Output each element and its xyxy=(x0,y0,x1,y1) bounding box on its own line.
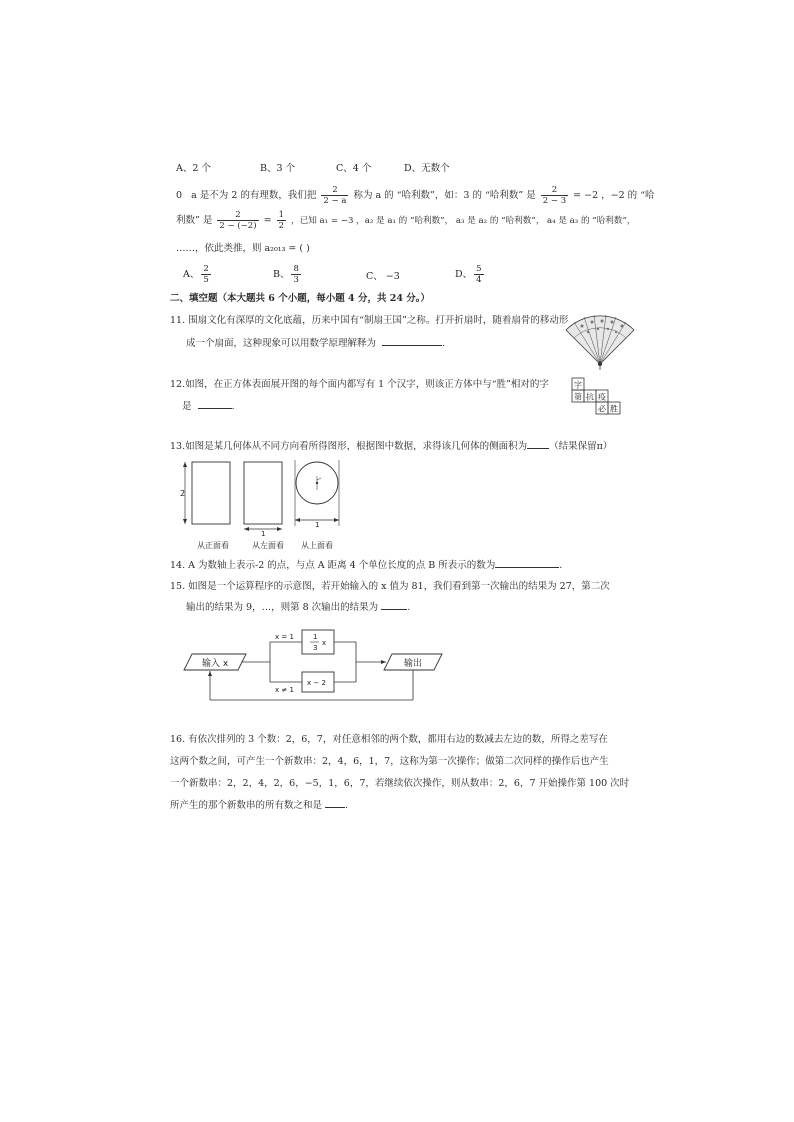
folding-fan-icon xyxy=(562,314,638,370)
q16-line4: 所产生的那个新数串的所有数之和是 . xyxy=(170,800,349,811)
q9-option-c: C、4 个 xyxy=(336,163,372,174)
q13-answer-blank[interactable] xyxy=(527,448,549,449)
q12-line1: 12.如图，在正方体表面展开图的每个面内都写有 1 个汉字，则该正方体中与“胜”相对的字 xyxy=(170,379,549,390)
q15-answer-blank[interactable] xyxy=(381,609,407,610)
q10-option-a: A、 $\frac{2}{5}$ xyxy=(183,264,209,285)
q10-number: 0 xyxy=(176,190,183,201)
cube-net-diagram xyxy=(570,376,642,416)
q10-frac4: $\frac{1}{2}$ xyxy=(278,210,284,231)
q9-option-b: B、3 个 xyxy=(260,163,296,174)
q11-line1: 11. 围扇文化有深厚的文化底蕴，历来中国有“制扇王国”之称。打开折扇时，随着扇骨的移动形 xyxy=(170,315,569,326)
q10-line2 xyxy=(176,210,635,231)
q10-frac1: $\frac{2}{2 - a}$ xyxy=(323,185,347,206)
q13-line1: 13.如图是某几何体从不同方向看所得图形，根据图中数据，求得该几何体的侧面积为 （结果保留π） xyxy=(170,441,613,452)
q16-answer-blank[interactable] xyxy=(325,807,345,808)
net-char-6: 胜 xyxy=(610,404,618,414)
net-char-1: 字 xyxy=(574,380,582,390)
caption-left: 从左面看 xyxy=(252,541,284,550)
q9-option-a: A、2 个 xyxy=(176,163,211,174)
net-char-2: 第 xyxy=(574,392,582,402)
net-char-5: 必 xyxy=(598,404,606,414)
front-view-rect xyxy=(192,462,230,524)
q16-line2: 这两个数之间，可产生一个新数串：2，4，6，1，7，这称为第一次操作；做第二次同样的操作后也产生 xyxy=(170,756,609,767)
q10-option-d: D、 $\frac{5}{4}$ xyxy=(455,264,482,285)
dim-height-label: 2 xyxy=(180,489,186,498)
q9-option-d: D、无数个 xyxy=(404,163,450,174)
q16-line3: 一个新数串：2，2，4，2，6，−5，1，6，7，若继续依次操作，则从数串：2，6，7 开始操作第 100 次时 xyxy=(170,778,630,789)
dim-width1-label: 1 xyxy=(261,530,266,538)
op-bottom-label: x − 2 xyxy=(307,679,326,687)
q14-line: 14. A 为数轴上表示-2 的点，与点 A 距离 4 个单位长度的点 B 所表示的数为 . xyxy=(170,560,563,571)
cond-bottom-label: x ≠ 1 xyxy=(275,686,294,694)
net-char-4: 疫 xyxy=(598,392,606,402)
q10-text2c: ，已知 a₁ = −3 ，a₂ 是 a₁ 的 “哈利数”， a₃ 是 a₂ 的 “哈利数”， a₄ 是 a₃ 的 “哈利数”， xyxy=(291,216,636,226)
q14-answer-blank[interactable] xyxy=(495,567,559,568)
q15-line2: 输出的结果为 9，…，则第 8 次输出的结果为 . xyxy=(186,602,411,613)
output-label: 输出 xyxy=(404,659,423,669)
q12-line2: 是 . xyxy=(182,401,235,412)
operation-flowchart xyxy=(180,628,450,704)
section2-title: 二、填空题（本大题共 6 个小题，每小题 4 分，共 24 分。） xyxy=(170,293,431,304)
input-label: 输入 x xyxy=(202,659,229,669)
op-top-var: x xyxy=(322,639,327,647)
three-views-diagram xyxy=(178,456,358,554)
q11-line2: 成一个扇面，这种现象可以用数学原理解释为 . xyxy=(186,338,446,349)
caption-front: 从正面看 xyxy=(197,541,229,550)
q10-frac2: $\frac{2}{2 - 3}$ xyxy=(542,185,567,206)
op-top-num: 1 xyxy=(313,633,318,641)
left-view-rect xyxy=(244,462,282,524)
q11-answer-blank[interactable] xyxy=(382,345,442,346)
q16-line1: 16. 有依次排列的 3 个数：2，6，7，对任意相邻的两个数，都用右边的数减去左边的数，所得之差写在 xyxy=(170,734,608,745)
q10-text1b: 称为 a 的 “哈利数”，如：3 的 “哈利数” 是 xyxy=(353,190,536,201)
q10-text1c: = −2 ，−2 的 “哈 xyxy=(573,190,655,201)
q10-line1 xyxy=(176,185,655,206)
cond-top-label: x = 1 xyxy=(275,633,294,641)
q10-option-c: C、 −3 xyxy=(366,271,400,282)
q15-line1: 15. 如图是一个运算程序的示意图，若开始输入的 x 值为 81，我们看到第一次输出的结果为 27，第二次 xyxy=(170,581,610,592)
q12-answer-blank[interactable] xyxy=(198,408,232,409)
q10-text2a: 利数” 是 xyxy=(176,215,213,226)
q10-option-b: B、 $\frac{8}{3}$ xyxy=(273,264,299,285)
dim-width2-label: 1 xyxy=(315,521,320,529)
q10-frac3: $\frac{2}{2 - (-2)}$ xyxy=(219,210,257,231)
q10-text1a: a 是不为 2 的有理数，我们把 xyxy=(191,190,317,201)
q10-text2b: = xyxy=(263,215,272,226)
net-char-3: 抗 xyxy=(586,392,594,402)
q10-line3: ……，依此类推，则 a₂₀₁₃ = ( ) xyxy=(176,243,310,254)
caption-top: 从上面看 xyxy=(301,541,333,550)
op-top-den: 3 xyxy=(313,644,318,652)
